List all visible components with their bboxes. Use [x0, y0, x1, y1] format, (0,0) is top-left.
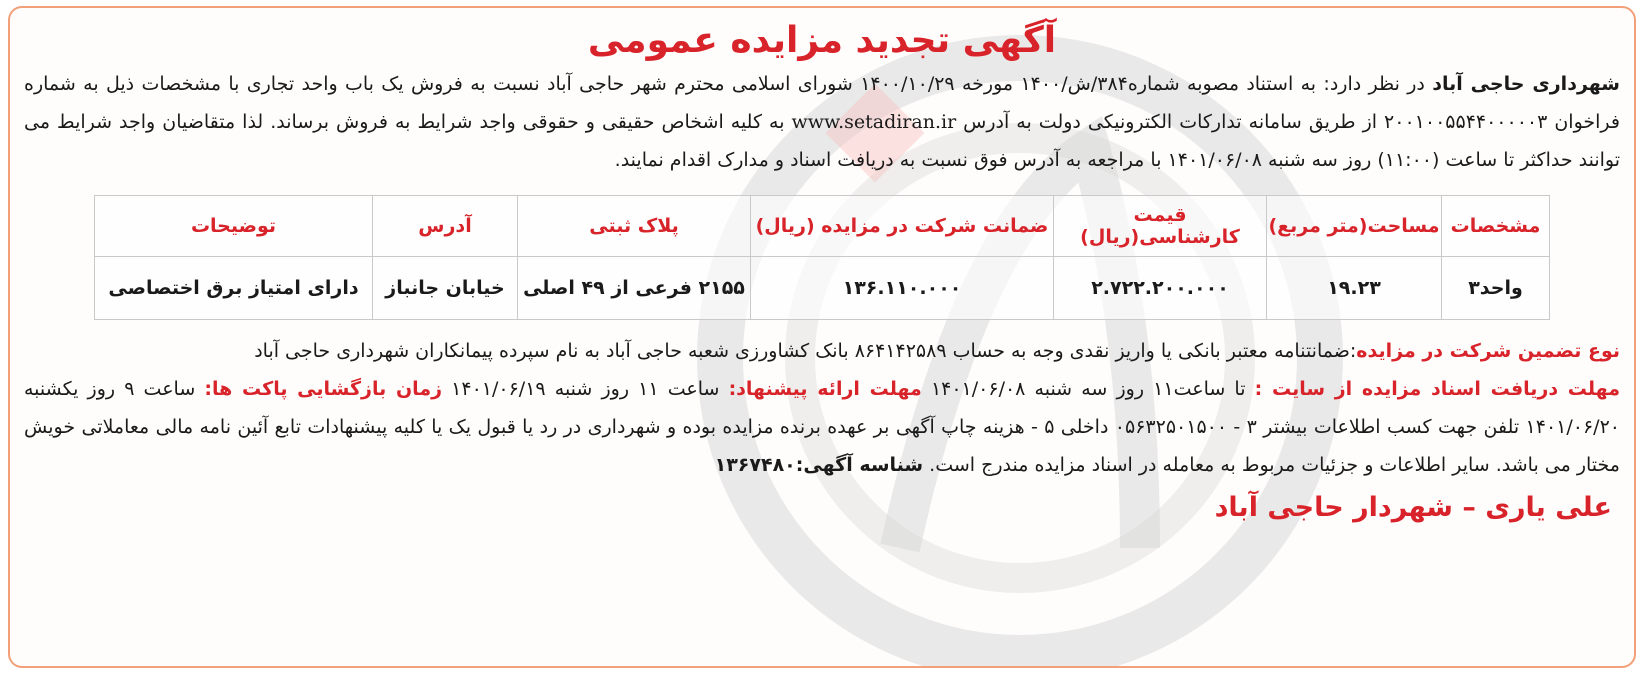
offer-deadline-text: ساعت ۱۱ روز شنبه ۱۴۰۱/۰۶/۱۹ [442, 378, 729, 400]
docs-deadline-label: مهلت دریافت اسناد مزایده از سایت : [1254, 378, 1620, 400]
auction-table [94, 195, 1550, 320]
table-header-row [95, 196, 1550, 257]
cell-guarantee: ۱۳۶.۱۱۰.۰۰۰ [751, 257, 1054, 320]
notice-id-value: ۱۳۶۷۴۸۰ [714, 454, 796, 476]
table-row [95, 257, 1550, 320]
offer-deadline-label: مهلت ارائه پیشنهاد: [728, 378, 922, 400]
cell-specs: واحد۳ [1442, 257, 1550, 320]
header-price: قیمت کارشناسی(ریال) [1054, 196, 1267, 257]
header-area: مساحت(متر مربع) [1267, 196, 1442, 257]
cell-address: خیابان جانباز [373, 257, 518, 320]
opening-time-text: ساعت ۹ روز یکشنبه ۱۴۰۱/۰۶/۲۰ تلفن جهت کسب اطلاعات بیشتر ۳ - ۰۵۶۳۲۵۰۱۵۰۰ داخلی ۵ - هزینه چاپ آگهی بر عهده برنده مزایده بوده و شهرداری در رد یا قبول یک یا کلیه پیشنهادات تابع آئین نامه مالی معاملاتی خویش مختار می باشد. سایر اطلاعات و جزئیات مربوط به معامله در اسناد مزایده مندرج است. [24, 378, 1620, 476]
notice-content [10, 20, 1634, 523]
guarantee-text: :ضمانتنامه معتبر بانکی یا واریز نقدی وجه به حساب ۸۶۴۱۴۲۵۸۹ بانک کشاورزی شعبه حاجی آباد به نام سپرده پیمانکاران شهرداری حاجی آباد [254, 340, 1357, 362]
guarantee-label: نوع تضمین شرکت در مزایده [1356, 340, 1620, 362]
intro-text-1: در نظر دارد: به استناد مصوبه شماره۳۸۴/ش/۱۴۰۰ مورخه ۱۴۰۰/۱۰/۲۹ شورای اسلامی محترم شهر حاجی آباد نسبت به فروش یک باب واحد تجاری با مشخصات ذیل به شماره فراخوان ۲۰۰۱۰۰۵۵۴۴۰۰۰۰۰۳ از طریق سامانه تدارکات الکترونیکی دولت به آدرس [24, 73, 1620, 133]
header-address: آدرس [373, 196, 518, 257]
opening-time-label: زمان بازگشایی پاکت ها: [204, 378, 443, 400]
cell-notes: دارای امتیاز برق اختصاصی [95, 257, 373, 320]
header-plaque: پلاک ثبتی [518, 196, 751, 257]
intro-paragraph [10, 65, 1634, 179]
mayor-signature: علی یاری – شهردار حاجی آباد [1214, 492, 1612, 523]
notice-title: آگهی تجدید مزایده عمومی [587, 20, 1057, 61]
website-link[interactable]: www.setadiran.ir [791, 111, 957, 133]
docs-deadline-text: تا ساعت۱۱ روز سه شنبه ۱۴۰۱/۰۶/۰۸ [921, 378, 1255, 400]
notice-frame [8, 6, 1636, 668]
header-specs: مشخصات [1442, 196, 1550, 257]
cell-price: ۲.۷۲۲.۲۰۰.۰۰۰ [1054, 257, 1267, 320]
header-guarantee: ضمانت شرکت در مزایده (ریال) [751, 196, 1054, 257]
cell-plaque: ۲۱۵۵ فرعی از ۴۹ اصلی [518, 257, 751, 320]
header-notes: توضیحات [95, 196, 373, 257]
cell-area: ۱۹.۲۳ [1267, 257, 1442, 320]
details-paragraph [10, 332, 1634, 484]
municipality-name: شهرداری حاجی آباد [1432, 73, 1620, 95]
intro-text-2: به کلیه اشخاص حقیقی و حقوقی واجد شرایط به فروش برساند. لذا متقاضیان واجد شرایط می توانند حداکثر تا ساعت (۱۱:۰۰) روز سه شنبه ۱۴۰۱/۰۶/۰۸ با مراجعه به آدرس فوق نسبت به دریافت اسناد و مدارک اقدام نمایند. [24, 111, 1620, 171]
notice-id-label: شناسه آگهی: [795, 454, 924, 476]
